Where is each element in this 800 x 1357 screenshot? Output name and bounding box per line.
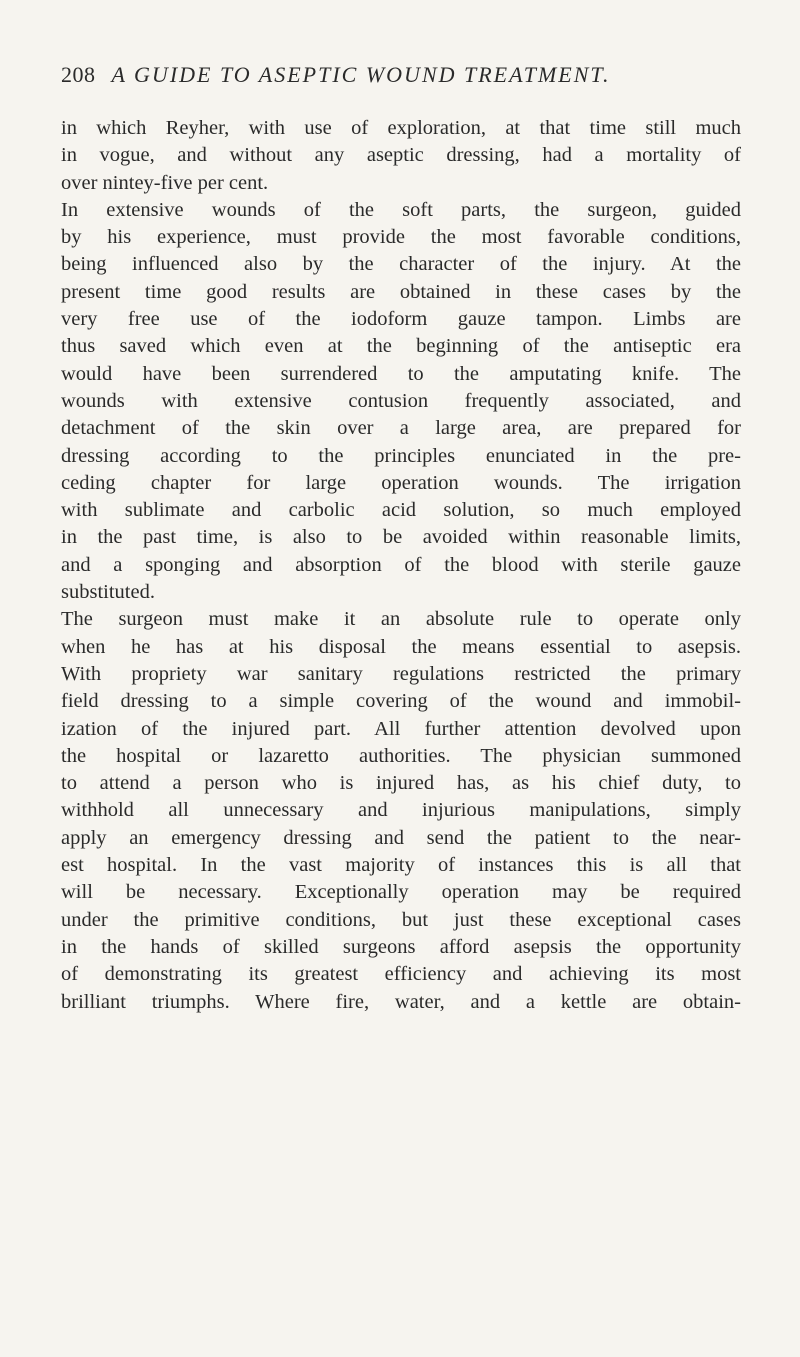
text-line: apply an emergency dressing and send the patient to the near- [61, 826, 741, 849]
text-line: in the past time, is also to be avoided within reasonable limits, [61, 526, 741, 549]
text-line: over nintey-five per cent. [61, 171, 269, 194]
text-line: est hospital. In the vast majority of instances this is all that [61, 854, 741, 877]
text-line: and a sponging and absorption of the blood with sterile gauze [61, 553, 741, 576]
text-line: ization of the injured part. All further attention devolved upon [61, 717, 741, 740]
page-number: 208 [61, 62, 96, 87]
text-line: dressing according to the principles enunciated in the pre- [61, 444, 741, 467]
running-title: A GUIDE TO ASEPTIC WOUND TREATMENT. [111, 62, 611, 87]
text-line: ceding chapter for large operation wounds. The irrigation [61, 471, 741, 494]
text-line: would have been surrendered to the amputating knife. The [61, 362, 741, 385]
text-line: wounds with extensive contusion frequently associated, and [61, 389, 741, 412]
text-line: under the primitive conditions, but just these exceptional cases [61, 908, 741, 931]
text-line: in the hands of skilled surgeons afford asepsis the opportunity [61, 935, 741, 958]
text-line: will be necessary. Exceptionally operation may be required [61, 881, 741, 904]
text-line: with sublimate and carbolic acid solution, so much employed [61, 499, 741, 522]
text-line: substituted. [61, 581, 155, 604]
text-line: In extensive wounds of the soft parts, the surgeon, guided [61, 198, 741, 221]
text-line: brilliant triumphs. Where fire, water, and a kettle are obtain- [61, 990, 741, 1013]
text-line: by his experience, must provide the most favorable conditions, [61, 226, 741, 249]
text-line: detachment of the skin over a large area, are prepared for [61, 417, 741, 440]
text-line: when he has at his disposal the means essential to asepsis. [61, 635, 741, 658]
text-line: to attend a person who is injured has, as his chief duty, to [61, 772, 741, 795]
text-line: The surgeon must make it an absolute rule to operate only [61, 608, 741, 631]
text-line: the hospital or lazaretto authorities. The physician summoned [61, 744, 741, 767]
text-line: field dressing to a simple covering of the wound and immobil- [61, 690, 741, 713]
text-line: being influenced also by the character of the injury. At the [61, 253, 741, 276]
text-line: thus saved which even at the beginning of the antiseptic era [61, 335, 741, 358]
text-line: of demonstrating its greatest efficiency and achieving its most [61, 963, 741, 986]
text-line: present time good results are obtained in these cases by the [61, 280, 741, 303]
running-head [61, 62, 741, 88]
body-text [61, 115, 741, 1016]
text-line: With propriety war sanitary regulations restricted the primary [61, 662, 741, 685]
text-line: in vogue, and without any aseptic dressing, had a mortality of [61, 144, 741, 167]
text-line: in which Reyher, with use of exploration, at that time still much [61, 117, 741, 139]
text-line: withhold all unnecessary and injurious manipulations, simply [61, 799, 741, 822]
text-line: very free use of the iodoform gauze tampon. Limbs are [61, 308, 741, 331]
